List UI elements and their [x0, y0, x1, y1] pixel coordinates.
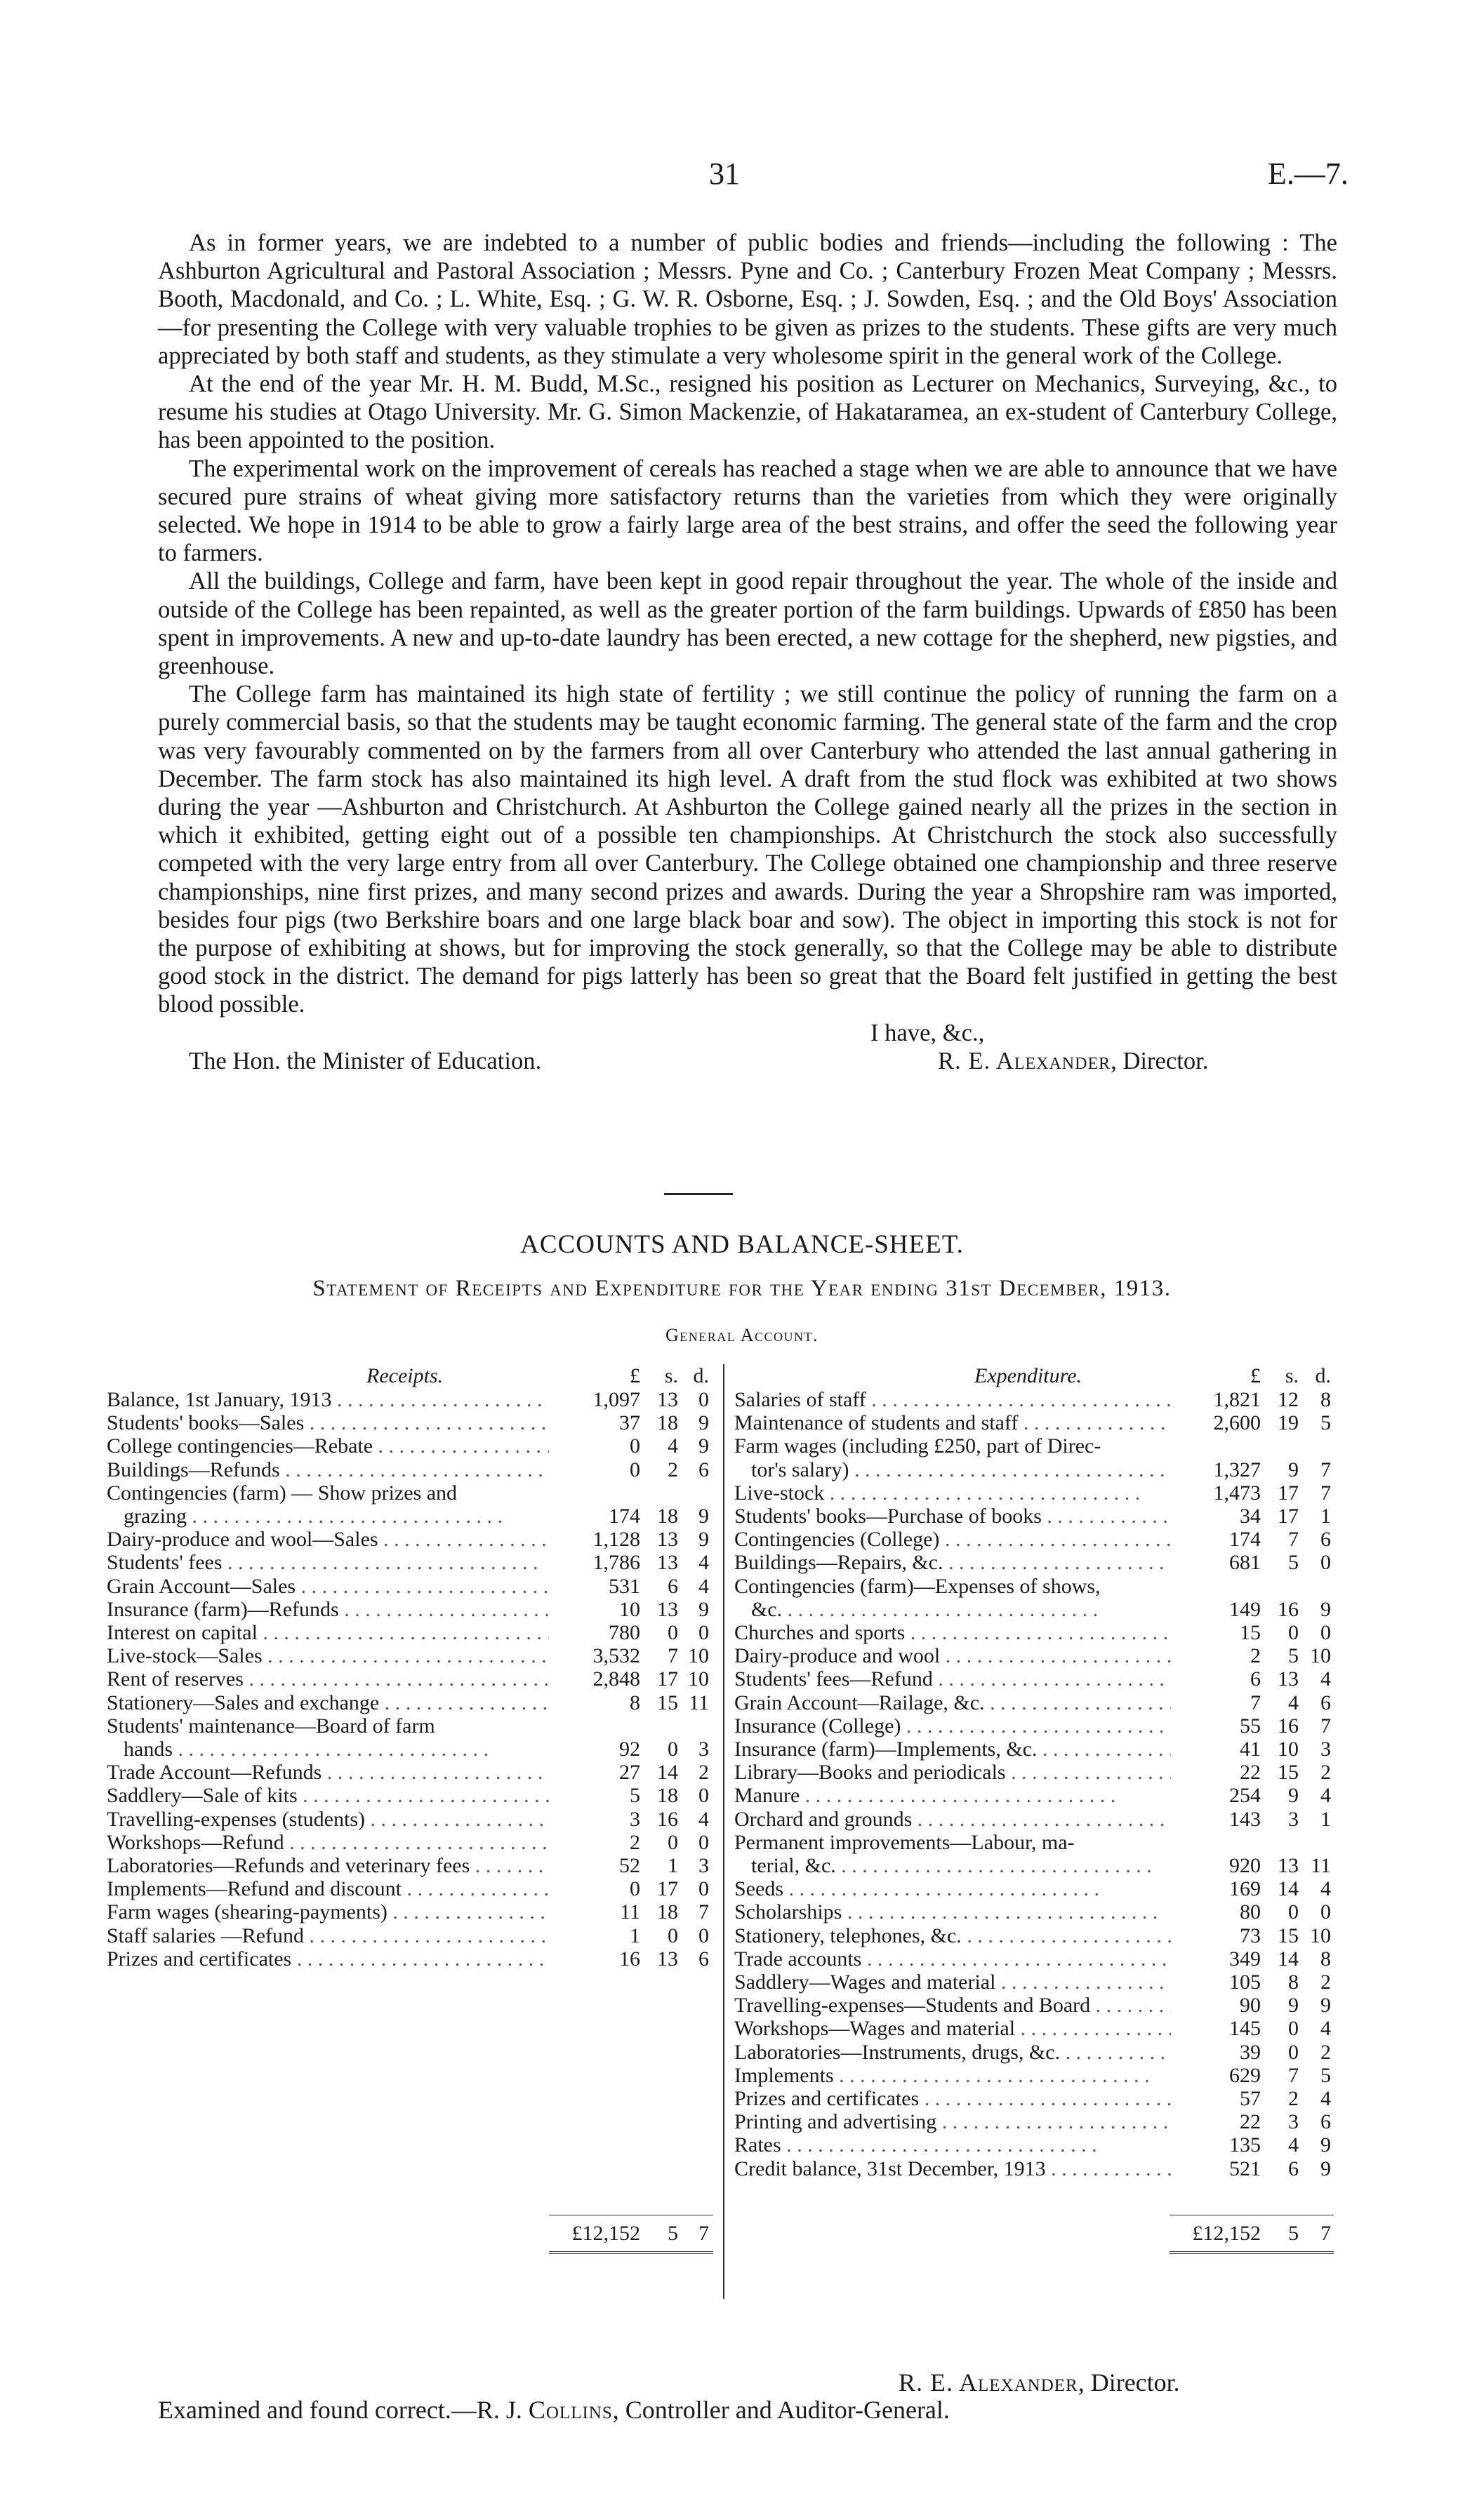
row-label: &c. . . — [751, 1598, 1171, 1621]
amount-shillings: 18 — [657, 1505, 678, 1528]
amount-shillings: 13 — [657, 1528, 678, 1552]
amount-pence: 11 — [1311, 1854, 1331, 1877]
paragraph: As in former years, we are indebted to a number of public bodies and friends—including the following : The Ashburton Agricultural and Pastoral Association ; Messrs. Pyne and Co. ; Canterbury Frozen Meat Company ; Messrs. Booth, Macdonald, and Co. ; L. White, Esq. ; G. W. R. Osborne, Esq. ; J. Sowden, Esq. ; and the Old Boys' Association—for presenting the College with very valuable trophies to be given as prizes to the students. These gifts are very much appreciated by both staff and students, as they stimulate a very wholesome spirit in the general work of the College. — [158, 229, 1337, 369]
row-label: Staff salaries —Refund . . — [107, 1924, 549, 1947]
amount-pounds: 2 — [630, 1830, 640, 1854]
amount-pence: 6 — [1320, 2110, 1331, 2134]
amount-pence: 5 — [1320, 2063, 1331, 2087]
sign-off: I have, &c., — [870, 1019, 985, 1046]
row-label: hands . . — [124, 1738, 549, 1761]
amount-pounds: 2,600 — [1213, 1411, 1261, 1435]
row-label: Laboratories—Refunds and veterinary fees . . — [107, 1854, 549, 1877]
row-label: grazing . . — [124, 1505, 549, 1528]
total-pence: 7 — [1320, 2222, 1331, 2245]
amount-pence: 9 — [698, 1505, 709, 1528]
pence-header: d. — [693, 1364, 709, 1387]
row-label: Salaries of staff . . — [734, 1388, 1171, 1411]
amount-shillings: 0 — [1288, 1621, 1299, 1644]
amount-shillings: 0 — [1288, 2017, 1299, 2041]
shillings-header: s. — [664, 1364, 678, 1387]
audit-statement — [158, 2395, 950, 2425]
amount-pence: 4 — [1320, 2087, 1331, 2110]
report-body — [158, 229, 1337, 1076]
row-label: Contingencies (farm) — Show prizes and — [107, 1481, 458, 1505]
row-label: Prizes and certificates . . — [734, 2087, 1171, 2110]
amount-pounds: 174 — [609, 1505, 640, 1528]
amount-pence: 2 — [1320, 2040, 1331, 2064]
amount-pence: 0 — [1320, 1621, 1331, 1644]
amount-pounds: 6 — [1250, 1667, 1261, 1691]
row-label: Students' maintenance—Board of farm — [107, 1714, 435, 1738]
amount-shillings: 0 — [668, 1924, 678, 1947]
auditor-title: , Controller and Auditor-General. — [612, 2396, 950, 2424]
row-label: Stationery, telephones, &c. . . — [734, 1924, 1171, 1947]
row-label: Laboratories—Instruments, drugs, &c. . . — [734, 2041, 1171, 2064]
amount-shillings: 4 — [1288, 1691, 1299, 1714]
amount-pence: 10 — [1310, 1644, 1331, 1668]
amount-pence: 0 — [698, 1388, 709, 1411]
amount-pounds: 5 — [630, 1784, 640, 1808]
row-label: Churches and sports . . — [734, 1621, 1171, 1644]
row-label: Travelling-expenses (students) . . — [107, 1808, 549, 1831]
row-label: Insurance (farm)—Implements, &c. . . — [734, 1738, 1171, 1761]
amount-pounds: 780 — [609, 1621, 640, 1644]
amount-pence: 2 — [1320, 1761, 1331, 1785]
amount-pounds: 55 — [1240, 1714, 1261, 1738]
receipts-header: Receipts. — [366, 1364, 444, 1387]
row-label: Grain Account—Sales . . — [107, 1575, 549, 1598]
amount-pounds: 39 — [1240, 2040, 1261, 2064]
director-name: R. E. Alexander — [899, 2368, 1078, 2396]
amount-pounds: 16 — [619, 1947, 640, 1971]
amount-pence: 9 — [698, 1411, 709, 1435]
amount-pence: 0 — [698, 1877, 709, 1901]
amount-shillings: 8 — [1288, 1971, 1299, 1994]
amount-shillings: 13 — [657, 1597, 678, 1621]
amount-shillings: 7 — [1288, 1528, 1299, 1552]
amount-pence: 4 — [1320, 1784, 1331, 1808]
accounts-title: ACCOUNTS AND BALANCE-SHEET. — [520, 1230, 964, 1259]
amount-pounds: 57 — [1240, 2087, 1261, 2110]
amount-shillings: 2 — [668, 1458, 678, 1481]
paragraph: The experimental work on the improvement of cereals has reached a stage when we are able to announce that we have secured pure strains of wheat giving more satisfactory returns than the varieties from which they were originally selected. We hope in 1914 to be able to grow a fairly large area of the best strains, and offer the seed the following year to farmers. — [158, 455, 1337, 567]
amount-shillings: 10 — [1278, 1738, 1299, 1761]
amount-pounds: 22 — [1240, 1761, 1261, 1785]
section-divider — [664, 1193, 733, 1195]
amount-pence: 4 — [1320, 1877, 1331, 1901]
amount-pence: 10 — [1310, 1924, 1331, 1947]
amount-pence: 3 — [698, 1738, 709, 1761]
amount-pounds: 1,097 — [592, 1388, 640, 1411]
amount-pounds: 7 — [1250, 1691, 1261, 1714]
amount-shillings: 15 — [1278, 1761, 1299, 1785]
row-label: Buildings—Repairs, &c. . . — [734, 1551, 1171, 1574]
amount-pence: 2 — [1320, 1971, 1331, 1994]
amount-shillings: 0 — [668, 1738, 678, 1761]
amount-pence: 7 — [698, 1900, 709, 1924]
amount-pence: 10 — [688, 1667, 709, 1691]
amount-pounds: 90 — [1240, 1994, 1261, 2018]
row-label: Students' books—Purchase of books . . — [734, 1505, 1171, 1528]
total-pounds: £12,152 — [571, 2222, 640, 2245]
amount-pounds: 169 — [1229, 1877, 1261, 1901]
column-divider — [723, 1364, 724, 2299]
amount-pounds: 3,532 — [592, 1644, 640, 1668]
amount-pounds: 2 — [1250, 1644, 1261, 1668]
row-label: Contingencies (College) . . — [734, 1528, 1171, 1551]
amount-pence: 0 — [698, 1621, 709, 1644]
amount-shillings: 1 — [668, 1854, 678, 1877]
amount-pounds: 1,821 — [1213, 1388, 1261, 1411]
amount-shillings: 5 — [1288, 1551, 1299, 1575]
row-label: Dairy-produce and wool—Sales . . — [107, 1528, 549, 1551]
row-label: Library—Books and periodicals . . — [734, 1761, 1171, 1784]
amount-pence: 6 — [1320, 1691, 1331, 1714]
amount-shillings: 14 — [1278, 1947, 1299, 1971]
row-label: Travelling-expenses—Students and Board . . — [734, 1994, 1171, 2017]
amount-pounds: 149 — [1229, 1597, 1261, 1621]
amount-pounds: 80 — [1240, 1900, 1261, 1924]
row-label: Seeds . . — [734, 1877, 1171, 1900]
amount-pounds: 52 — [619, 1854, 640, 1877]
amount-pounds: 8 — [630, 1691, 640, 1714]
row-label: College contingencies—Rebate . . — [107, 1434, 549, 1458]
amount-pounds: 521 — [1229, 2156, 1261, 2180]
amount-shillings: 17 — [1278, 1505, 1299, 1528]
row-label: Trade Account—Refunds . . — [107, 1761, 549, 1784]
amount-pence: 0 — [1320, 1551, 1331, 1575]
expenditure-header: Expenditure. — [974, 1364, 1082, 1387]
amount-pounds: 41 — [1240, 1738, 1261, 1761]
amount-pence: 5 — [1320, 1411, 1331, 1435]
amount-shillings: 0 — [668, 1621, 678, 1644]
amount-pence: 4 — [1320, 1667, 1331, 1691]
amount-shillings: 17 — [657, 1877, 678, 1901]
amount-pounds: 105 — [1229, 1971, 1261, 1994]
amount-shillings: 13 — [657, 1388, 678, 1411]
total-pounds: £12,152 — [1192, 2222, 1261, 2245]
amount-shillings: 7 — [1288, 2063, 1299, 2087]
total-double-rule — [1170, 2251, 1334, 2258]
amount-pounds: 2,848 — [592, 1667, 640, 1691]
amount-pounds: 349 — [1229, 1947, 1261, 1971]
amount-pounds: 254 — [1229, 1784, 1261, 1808]
row-label: Saddlery—Wages and material . . — [734, 1971, 1171, 1994]
amount-pounds: 1,327 — [1213, 1458, 1261, 1481]
signatory-name: R. E. Alexander — [938, 1047, 1111, 1074]
amount-shillings: 5 — [1288, 1644, 1299, 1668]
row-label: Workshops—Wages and material . . — [734, 2017, 1171, 2040]
row-label: Students' books—Sales . . — [107, 1411, 549, 1434]
audit-text: Examined and found correct.—R. J. — [158, 2396, 529, 2424]
amount-pounds: 920 — [1229, 1854, 1261, 1877]
row-label: Insurance (College) . . — [734, 1714, 1171, 1738]
amount-pounds: 73 — [1240, 1924, 1261, 1947]
letter-closing — [158, 1019, 1337, 1076]
amount-pounds: 145 — [1229, 2017, 1261, 2041]
row-label: Rates . . — [734, 2133, 1171, 2156]
amount-shillings: 3 — [1288, 1807, 1299, 1831]
row-label: Orchard and grounds . . — [734, 1808, 1171, 1831]
row-label: terial, &c. . . — [751, 1854, 1171, 1877]
row-label: Students' fees . . — [107, 1551, 549, 1574]
row-label: Manure . . — [734, 1784, 1171, 1807]
amount-shillings: 18 — [657, 1784, 678, 1808]
amount-shillings: 16 — [657, 1807, 678, 1831]
row-label: Interest on capital . . — [107, 1621, 549, 1644]
amount-pence: 0 — [1320, 1900, 1331, 1924]
amount-shillings: 16 — [1278, 1714, 1299, 1738]
row-label: Buildings—Refunds . . — [107, 1458, 549, 1481]
amount-pence: 1 — [1320, 1807, 1331, 1831]
amount-pence: 0 — [698, 1924, 709, 1947]
amount-pence: 6 — [1320, 1528, 1331, 1552]
amount-pounds: 3 — [630, 1807, 640, 1831]
amount-shillings: 3 — [1288, 2110, 1299, 2134]
amount-shillings: 6 — [668, 1574, 678, 1598]
amount-shillings: 6 — [1288, 2156, 1299, 2180]
amount-pence: 9 — [698, 1434, 709, 1458]
row-label: Dairy-produce and wool . . — [734, 1644, 1171, 1667]
amount-shillings: 9 — [1288, 1784, 1299, 1808]
row-label: Insurance (farm)—Refunds . . — [107, 1598, 549, 1621]
row-label: Rent of reserves . . — [107, 1667, 549, 1691]
amount-pounds: 27 — [619, 1761, 640, 1785]
statement-title: Statement of Receipts and Expenditure for the Year ending 31st December, 1913. — [312, 1276, 1172, 1301]
amount-shillings: 13 — [1278, 1854, 1299, 1877]
director-title: , Director. — [1078, 2368, 1180, 2396]
total-shillings: 5 — [1288, 2222, 1299, 2245]
amount-pence: 11 — [689, 1691, 709, 1714]
signatory — [938, 1047, 1208, 1075]
amount-pounds: 681 — [1229, 1551, 1261, 1575]
paragraph: The College farm has maintained its high state of fertility ; we still continue the policy of running the farm on a purely commercial basis, so that the students may be taught economic farming. The general state of the farm and the crop was very favourably commented on by the farmers from all over Canterbury who attended the last annual gathering in December. The farm stock has also maintained its high level. A draft from the stud flock was exhibited at two shows during the year —Ashburton and Christchurch. At Ashburton the College gained nearly all the prizes in the section in which it exhibited, getting eight out of a possible ten championships. At Christchurch the stock also successfully competed with the very large entry from all over Canterbury. The College obtained one championship and three reserve championships, nine first prizes, and many second prizes and awards. During the year a Shropshire ram was imported, besides four pigs (two Berkshire boars and one large black boar and sow). The object in importing this stock is not for the purpose of exhibiting at shows, but for improving the stock generally, so that the College may be able to distribute good stock in the district. The demand for pigs latterly has been so great that the Board felt justified in getting the best blood possible. — [158, 681, 1337, 1018]
pounds-header: £ — [1250, 1364, 1261, 1387]
amount-pence: 0 — [698, 1784, 709, 1808]
amount-pence: 4 — [698, 1551, 709, 1575]
amount-shillings: 14 — [657, 1761, 678, 1785]
amount-pounds: 10 — [619, 1597, 640, 1621]
amount-pounds: 1,786 — [592, 1551, 640, 1575]
row-label: Saddlery—Sale of kits . . — [107, 1784, 549, 1807]
amount-shillings: 0 — [668, 1830, 678, 1854]
amount-pence: 9 — [1320, 1994, 1331, 2018]
amount-pounds: 174 — [1229, 1528, 1261, 1552]
total-double-rule — [549, 2251, 713, 2258]
total-shillings: 5 — [668, 2222, 678, 2245]
addressee: The Hon. the Minister of Education. — [189, 1047, 542, 1074]
row-label: Stationery—Sales and exchange . . — [107, 1691, 549, 1714]
amount-pence: 6 — [698, 1458, 709, 1481]
amount-pence: 4 — [1320, 2017, 1331, 2041]
amount-shillings: 15 — [1278, 1924, 1299, 1947]
row-label: Workshops—Refund . . — [107, 1831, 549, 1854]
amount-pence: 7 — [1320, 1458, 1331, 1481]
amount-pounds: 1,128 — [592, 1528, 640, 1552]
amount-pounds: 143 — [1229, 1807, 1261, 1831]
signatory-title: , Director. — [1111, 1047, 1209, 1074]
amount-shillings: 0 — [1288, 1900, 1299, 1924]
amount-shillings: 13 — [657, 1551, 678, 1575]
amount-pence: 9 — [698, 1528, 709, 1552]
pence-header: d. — [1315, 1364, 1331, 1387]
row-label: Credit balance, 31st December, 1913 . . — [734, 2157, 1171, 2180]
amount-shillings: 15 — [657, 1691, 678, 1714]
amount-pounds: 34 — [1240, 1505, 1261, 1528]
amount-shillings: 9 — [1288, 1458, 1299, 1481]
amount-pounds: 22 — [1240, 2110, 1261, 2134]
amount-pounds: 92 — [619, 1738, 640, 1761]
document-reference: E.—7. — [1268, 156, 1349, 191]
row-label: Contingencies (farm)—Expenses of shows, — [734, 1574, 1101, 1598]
amount-shillings: 16 — [1278, 1597, 1299, 1621]
paragraph: All the buildings, College and farm, have been kept in good repair throughout the year. The whole of the inside and outside of the College has been repainted, as well as the greater portion of the farm buildings. Upwards of £850 has been spent in improvements. A new and up-to-date laundry has been erected, a new cottage for the shepherd, new pigsties, and greenhouse. — [158, 568, 1337, 680]
row-label: Scholarships . . — [734, 1900, 1171, 1924]
amount-pence: 4 — [698, 1807, 709, 1831]
row-label: Farm wages (including £250, part of Direc- — [734, 1434, 1101, 1458]
amount-shillings: 4 — [668, 1434, 678, 1458]
amount-shillings: 14 — [1278, 1877, 1299, 1901]
amount-pounds: 0 — [630, 1434, 640, 1458]
amount-pence: 7 — [1320, 1481, 1331, 1505]
amount-shillings: 12 — [1278, 1388, 1299, 1411]
amount-pounds: 37 — [619, 1411, 640, 1435]
row-label: Permanent improvements—Labour, ma- — [734, 1830, 1075, 1854]
amount-shillings: 13 — [1278, 1667, 1299, 1691]
amount-pence: 9 — [1320, 2156, 1331, 2180]
director-signature — [899, 2368, 1180, 2397]
row-label: Maintenance of students and staff . . — [734, 1411, 1171, 1434]
amount-pence: 1 — [1320, 1505, 1331, 1528]
amount-pounds: 1 — [630, 1924, 640, 1947]
amount-pounds: 531 — [609, 1574, 640, 1598]
row-label: Live-stock—Sales . . — [107, 1644, 549, 1667]
shillings-header: s. — [1285, 1364, 1299, 1387]
paragraph: At the end of the year Mr. H. M. Budd, M.Sc., resigned his position as Lecturer on Mechanics, Surveying, &c., to resume his studies at Otago University. Mr. G. Simon Mackenzie, of Hakataramea, an ex-student of Canterbury College, has been appointed to the position. — [158, 371, 1337, 454]
amount-pounds: 0 — [630, 1877, 640, 1901]
row-label: Live-stock . . — [734, 1481, 1171, 1505]
amount-shillings: 17 — [1278, 1481, 1299, 1505]
amount-shillings: 2 — [1288, 2087, 1299, 2110]
amount-shillings: 7 — [668, 1644, 678, 1668]
amount-shillings: 18 — [657, 1411, 678, 1435]
amount-pence: 3 — [698, 1854, 709, 1877]
amount-pounds: 629 — [1229, 2063, 1261, 2087]
amount-pence: 0 — [698, 1830, 709, 1854]
amount-pence: 10 — [688, 1644, 709, 1668]
amount-pence: 9 — [698, 1597, 709, 1621]
row-label: Implements—Refund and discount . . — [107, 1877, 549, 1900]
total-pence: 7 — [698, 2222, 709, 2245]
amount-pence: 6 — [698, 1947, 709, 1971]
amount-shillings: 0 — [1288, 2040, 1299, 2064]
amount-pounds: 0 — [630, 1458, 640, 1481]
general-account-title: General Account. — [665, 1325, 819, 1345]
row-label: Trade accounts . . — [734, 1947, 1171, 1971]
row-label: Students' fees—Refund . . — [734, 1667, 1171, 1691]
amount-pence: 3 — [1320, 1738, 1331, 1761]
row-label: tor's salary) . . — [751, 1458, 1171, 1481]
amount-shillings: 19 — [1278, 1411, 1299, 1435]
amount-shillings: 4 — [1288, 2133, 1299, 2157]
amount-shillings: 17 — [657, 1667, 678, 1691]
amount-shillings: 13 — [657, 1947, 678, 1971]
page-number: 31 — [709, 156, 740, 191]
amount-shillings: 9 — [1288, 1994, 1299, 2018]
row-label: Prizes and certificates . . — [107, 1947, 549, 1971]
row-label: Farm wages (shearing-payments) . . — [107, 1900, 549, 1924]
amount-pounds: 1,473 — [1213, 1481, 1261, 1505]
pounds-header: £ — [630, 1364, 640, 1387]
page-header — [0, 156, 1484, 198]
row-label: Grain Account—Railage, &c. . . — [734, 1691, 1171, 1714]
amount-pounds: 135 — [1229, 2133, 1261, 2157]
amount-pence: 8 — [1320, 1947, 1331, 1971]
amount-pounds: 11 — [620, 1900, 640, 1924]
amount-shillings: 18 — [657, 1900, 678, 1924]
amount-pence: 9 — [1320, 1597, 1331, 1621]
row-label: Implements . . — [734, 2064, 1171, 2087]
auditor-name: Collins — [528, 2396, 613, 2424]
row-label: Balance, 1st January, 1913 . . — [107, 1388, 549, 1411]
row-label: Printing and advertising . . — [734, 2110, 1171, 2133]
amount-pence: 2 — [698, 1761, 709, 1785]
amount-pounds: 15 — [1240, 1621, 1261, 1644]
amount-pence: 4 — [698, 1574, 709, 1598]
amount-pence: 9 — [1320, 2133, 1331, 2157]
amount-pence: 7 — [1320, 1714, 1331, 1738]
amount-pence: 8 — [1320, 1388, 1331, 1411]
